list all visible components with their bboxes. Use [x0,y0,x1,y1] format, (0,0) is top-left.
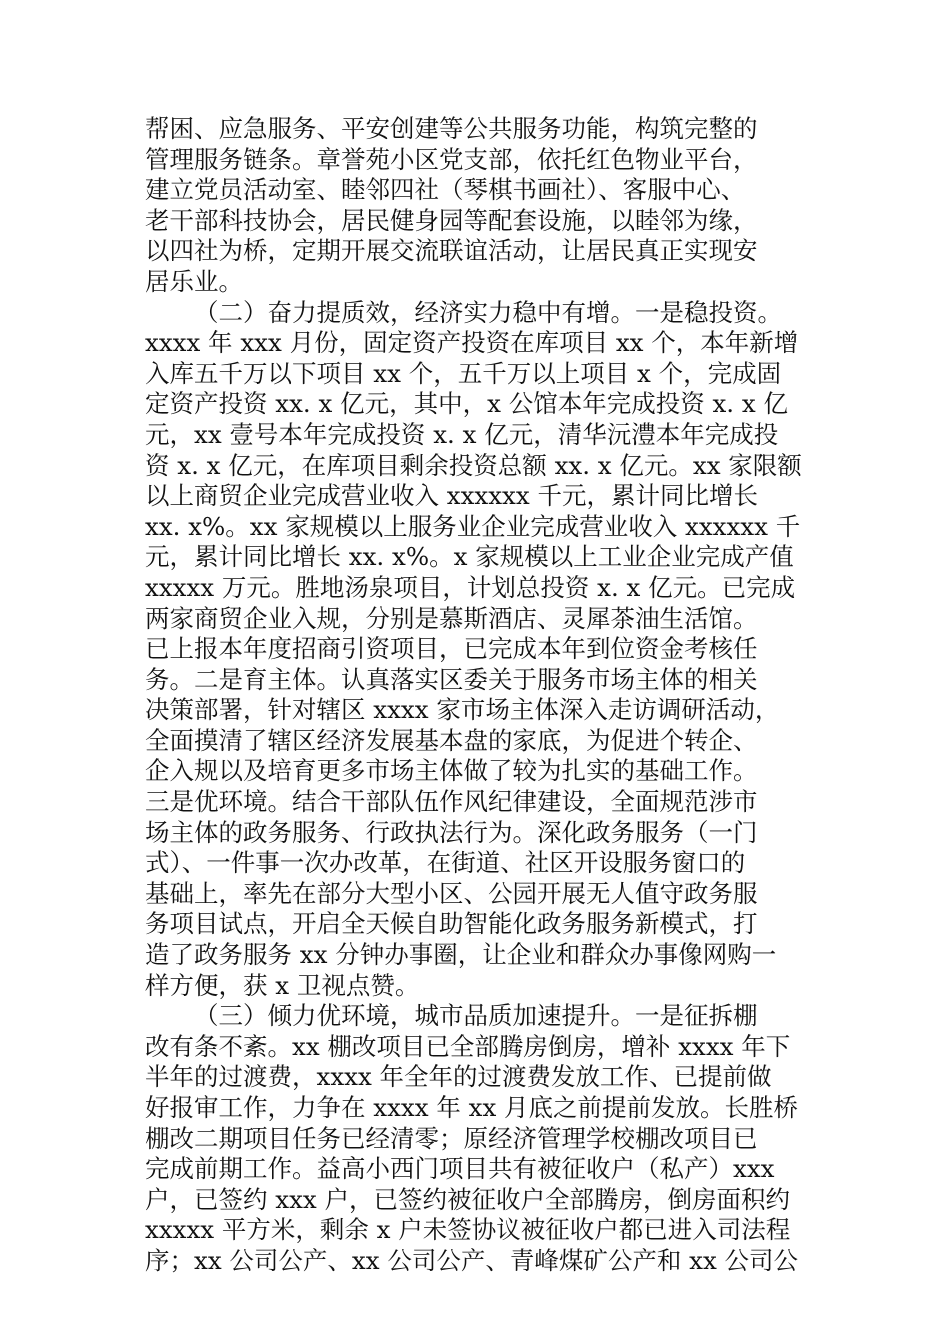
text-line: 改有条不紊。xx 棚改项目已全部腾房倒房，增补 xxxx 年下 [145,1031,791,1061]
text-line: xxxxx 平方米，剩余 x 户未签协议被征收户都已进入司法程 [145,1215,791,1245]
text-line: xxxxx 万元。胜地汤泉项目，计划总投资 x. x 亿元。已完成 [145,572,796,602]
text-line: 式）、一件事一次办改革，在街道、社区开设服务窗口的 [145,848,746,878]
text-line: 定资产投资 xx. x 亿元，其中，x 公馆本年完成投资 x. x 亿 [145,389,788,419]
text-line: 资 x. x 亿元，在库项目剩余投资总额 xx. x 亿元。xx 家限额 [145,450,802,480]
text-line: 入库五千万以下项目 xx 个，五千万以上项目 x 个，完成固 [145,358,782,388]
text-line: 造了政务服务 xx 分钟办事圈，让企业和群众办事像网购一 [145,940,777,970]
text-line: 务。二是育主体。认真落实区委关于服务市场主体的相关 [145,664,758,694]
text-line: 已上报本年度招商引资项目，已完成本年到位资金考核任 [145,634,758,664]
text-line: 样方便，获 x 卫视点赞。 [145,970,420,1000]
text-line: 居乐业。 [145,266,243,296]
text-line: 企入规以及培育更多市场主体做了较为扎实的基础工作。 [145,756,758,786]
paragraph-first-line: （二）奋力提质效，经济实力稳中有增。一是稳投资。 [194,297,782,327]
text-line: 决策部署，针对辖区 xxxx 家市场主体深入走访调研活动， [145,695,780,725]
text-line: 以四社为桥，定期开展交流联谊活动，让居民真正实现安 [145,236,758,266]
text-line: 全面摸清了辖区经济发展基本盘的家底，为促进个转企、 [145,725,758,755]
text-line: 场主体的政务服务、行政执法行为。深化政务服务（一门 [145,817,758,847]
text-line: 建立党员活动室、睦邻四社（琴棋书画社）、客服中心、 [145,175,746,205]
text-line: 帮困、应急服务、平安创建等公共服务功能，构筑完整的 [145,114,758,143]
text-line: 老干部科技协会，居民健身园等配套设施，以睦邻为缘， [145,205,758,235]
text-line: 以上商贸企业完成营业收入 xxxxxx 千元，累计同比增长 [145,481,758,511]
text-line: 棚改二期项目任务已经清零；原经济管理学校棚改项目已 [145,1123,758,1153]
text-line: 元，xx 壹号本年完成投资 x. x 亿元，清华沅澧本年完成投 [145,419,779,449]
text-line: 基础上，率先在部分大型小区、公园开展无人值守政务服 [145,878,758,908]
text-line: 完成前期工作。益高小西门项目共有被征收户（私产）xxx [145,1154,775,1184]
text-line: 两家商贸企业入规，分别是慕斯酒店、灵犀茶油生活馆。 [145,603,758,633]
text-line: xxxx 年 xxx 月份，固定资产投资在库项目 xx 个，本年新增 [145,328,799,358]
text-line: 好报审工作，力争在 xxxx 年 xx 月底之前提前发放。长胜桥 [145,1093,799,1122]
text-line: 三是优环境。结合干部队伍作风纪律建设，全面规范涉市 [145,787,758,817]
text-line: 务项目试点，开启全天候自助智能化政务服务新模式，打 [145,909,758,939]
text-line: 户，已签约 xxx 户，已签约被征收户全部腾房，倒房面积约 [145,1184,791,1214]
text-line: 序；xx 公司公产、xx 公司公产、青峰煤矿公产和 xx 公司公 [145,1245,799,1275]
text-line: 半年的过渡费，xxxx 年全年的过渡费发放工作、已提前做 [145,1062,772,1092]
text-line: xx. x%。xx 家规模以上服务业企业完成营业收入 xxxxxx 千 [145,511,801,541]
text-line: 管理服务链条。章誉苑小区党支部，依托红色物业平台， [145,144,758,174]
paragraph-first-line: （三）倾力优环境，城市品质加速提升。一是征拆棚 [194,1001,758,1031]
text-line: 元，累计同比增长 xx. x%。x 家规模以上工业企业完成产值 [145,542,794,572]
body-text [145,114,805,1277]
